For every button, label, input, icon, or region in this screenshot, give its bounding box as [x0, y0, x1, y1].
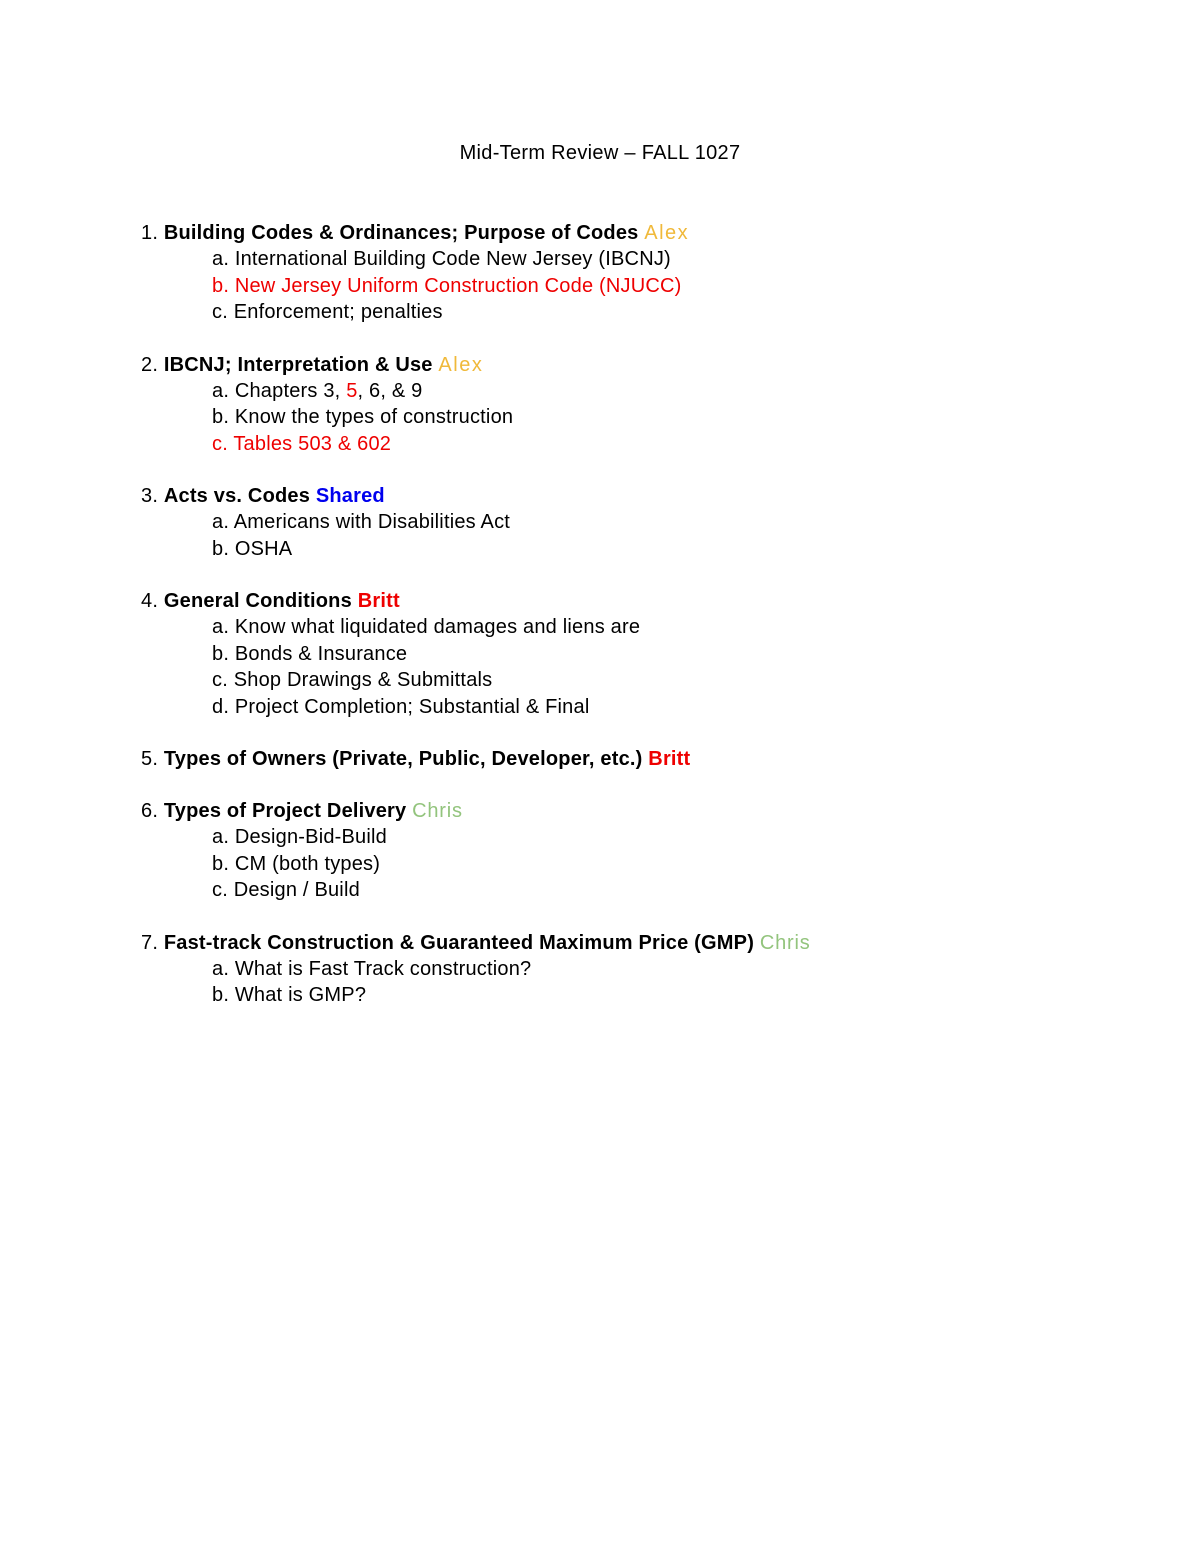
section-number: 2.: [141, 353, 159, 376]
list-item: a. International Building Code New Jersey (IBCNJ): [212, 248, 671, 270]
section-heading: [141, 930, 1141, 956]
list-item: b. CM (both types): [212, 852, 381, 875]
highlighted-chapter: 5: [346, 379, 358, 402]
list-item: a. What is Fast Track construction?: [212, 957, 532, 980]
section-number: 1.: [141, 222, 159, 244]
section-owner: Alex: [644, 222, 690, 244]
section-4: [141, 588, 1141, 720]
section-owner: Shared: [315, 485, 385, 507]
list-item: a. Know what liquidated damages and liens are: [212, 616, 641, 638]
section-5: [141, 746, 1141, 772]
document-title: Mid-Term Review – FALL 1027: [459, 142, 741, 164]
section-number: 7.: [141, 931, 159, 954]
sub-item-list: [141, 614, 1141, 720]
section-title: Types of Owners (Private, Public, Developer, etc.): [163, 748, 643, 770]
section-title: Building Codes & Ordinances; Purpose of Codes: [163, 222, 639, 244]
sub-item-list: [141, 509, 1141, 562]
review-sections: [141, 220, 1141, 1035]
list-item: a. Americans with Disabilities Act: [212, 511, 511, 533]
sub-item-list: [141, 956, 1141, 1009]
section-title: Acts vs. Codes: [163, 485, 311, 507]
section-title: General Conditions: [163, 590, 352, 612]
section-owner: Alex: [438, 353, 484, 376]
section-title: Fast-track Construction & Guaranteed Maximum Price (GMP): [163, 931, 755, 954]
section-2: [141, 352, 1141, 458]
section-7: [141, 930, 1141, 1009]
section-1: [141, 220, 1141, 326]
section-number: 4.: [141, 590, 159, 612]
section-heading: [141, 746, 1141, 772]
list-item: d. Project Completion; Substantial & Final: [212, 695, 590, 718]
section-title: Types of Project Delivery: [163, 800, 407, 822]
list-item: [141, 378, 1141, 405]
sub-item-list: [141, 824, 1141, 904]
list-item: b. New Jersey Uniform Construction Code (NJUCC): [212, 274, 682, 297]
section-owner: Britt: [357, 590, 400, 612]
sub-item-list: [141, 378, 1141, 458]
section-heading: [141, 483, 1141, 509]
list-item: b. Know the types of construction: [212, 406, 514, 428]
list-item: a. Design-Bid-Build: [212, 826, 387, 848]
section-owner: Britt: [648, 748, 691, 770]
sub-item-list: [141, 246, 1141, 326]
section-heading: [141, 798, 1141, 824]
list-item: c. Shop Drawings & Submittals: [212, 669, 493, 691]
list-item: c. Design / Build: [212, 879, 360, 901]
list-item: c. Enforcement; penalties: [212, 301, 443, 323]
list-item: b. OSHA: [212, 537, 293, 560]
section-number: 3.: [141, 485, 159, 507]
section-owner: Chris: [759, 931, 811, 954]
section-heading: [141, 588, 1141, 614]
item-text: , 6, & 9: [357, 379, 423, 402]
section-title: IBCNJ; Interpretation & Use: [163, 353, 433, 376]
list-item: b. What is GMP?: [212, 984, 367, 1006]
section-heading: [141, 220, 1141, 246]
list-item: b. Bonds & Insurance: [212, 642, 408, 665]
section-6: [141, 798, 1141, 904]
section-3: [141, 483, 1141, 562]
section-number: 6.: [141, 800, 159, 822]
item-text: a. Chapters 3,: [212, 379, 347, 402]
list-item: c. Tables 503 & 602: [212, 432, 392, 455]
section-heading: [141, 352, 1141, 378]
section-number: 5.: [141, 748, 159, 770]
section-owner: Chris: [412, 800, 463, 822]
